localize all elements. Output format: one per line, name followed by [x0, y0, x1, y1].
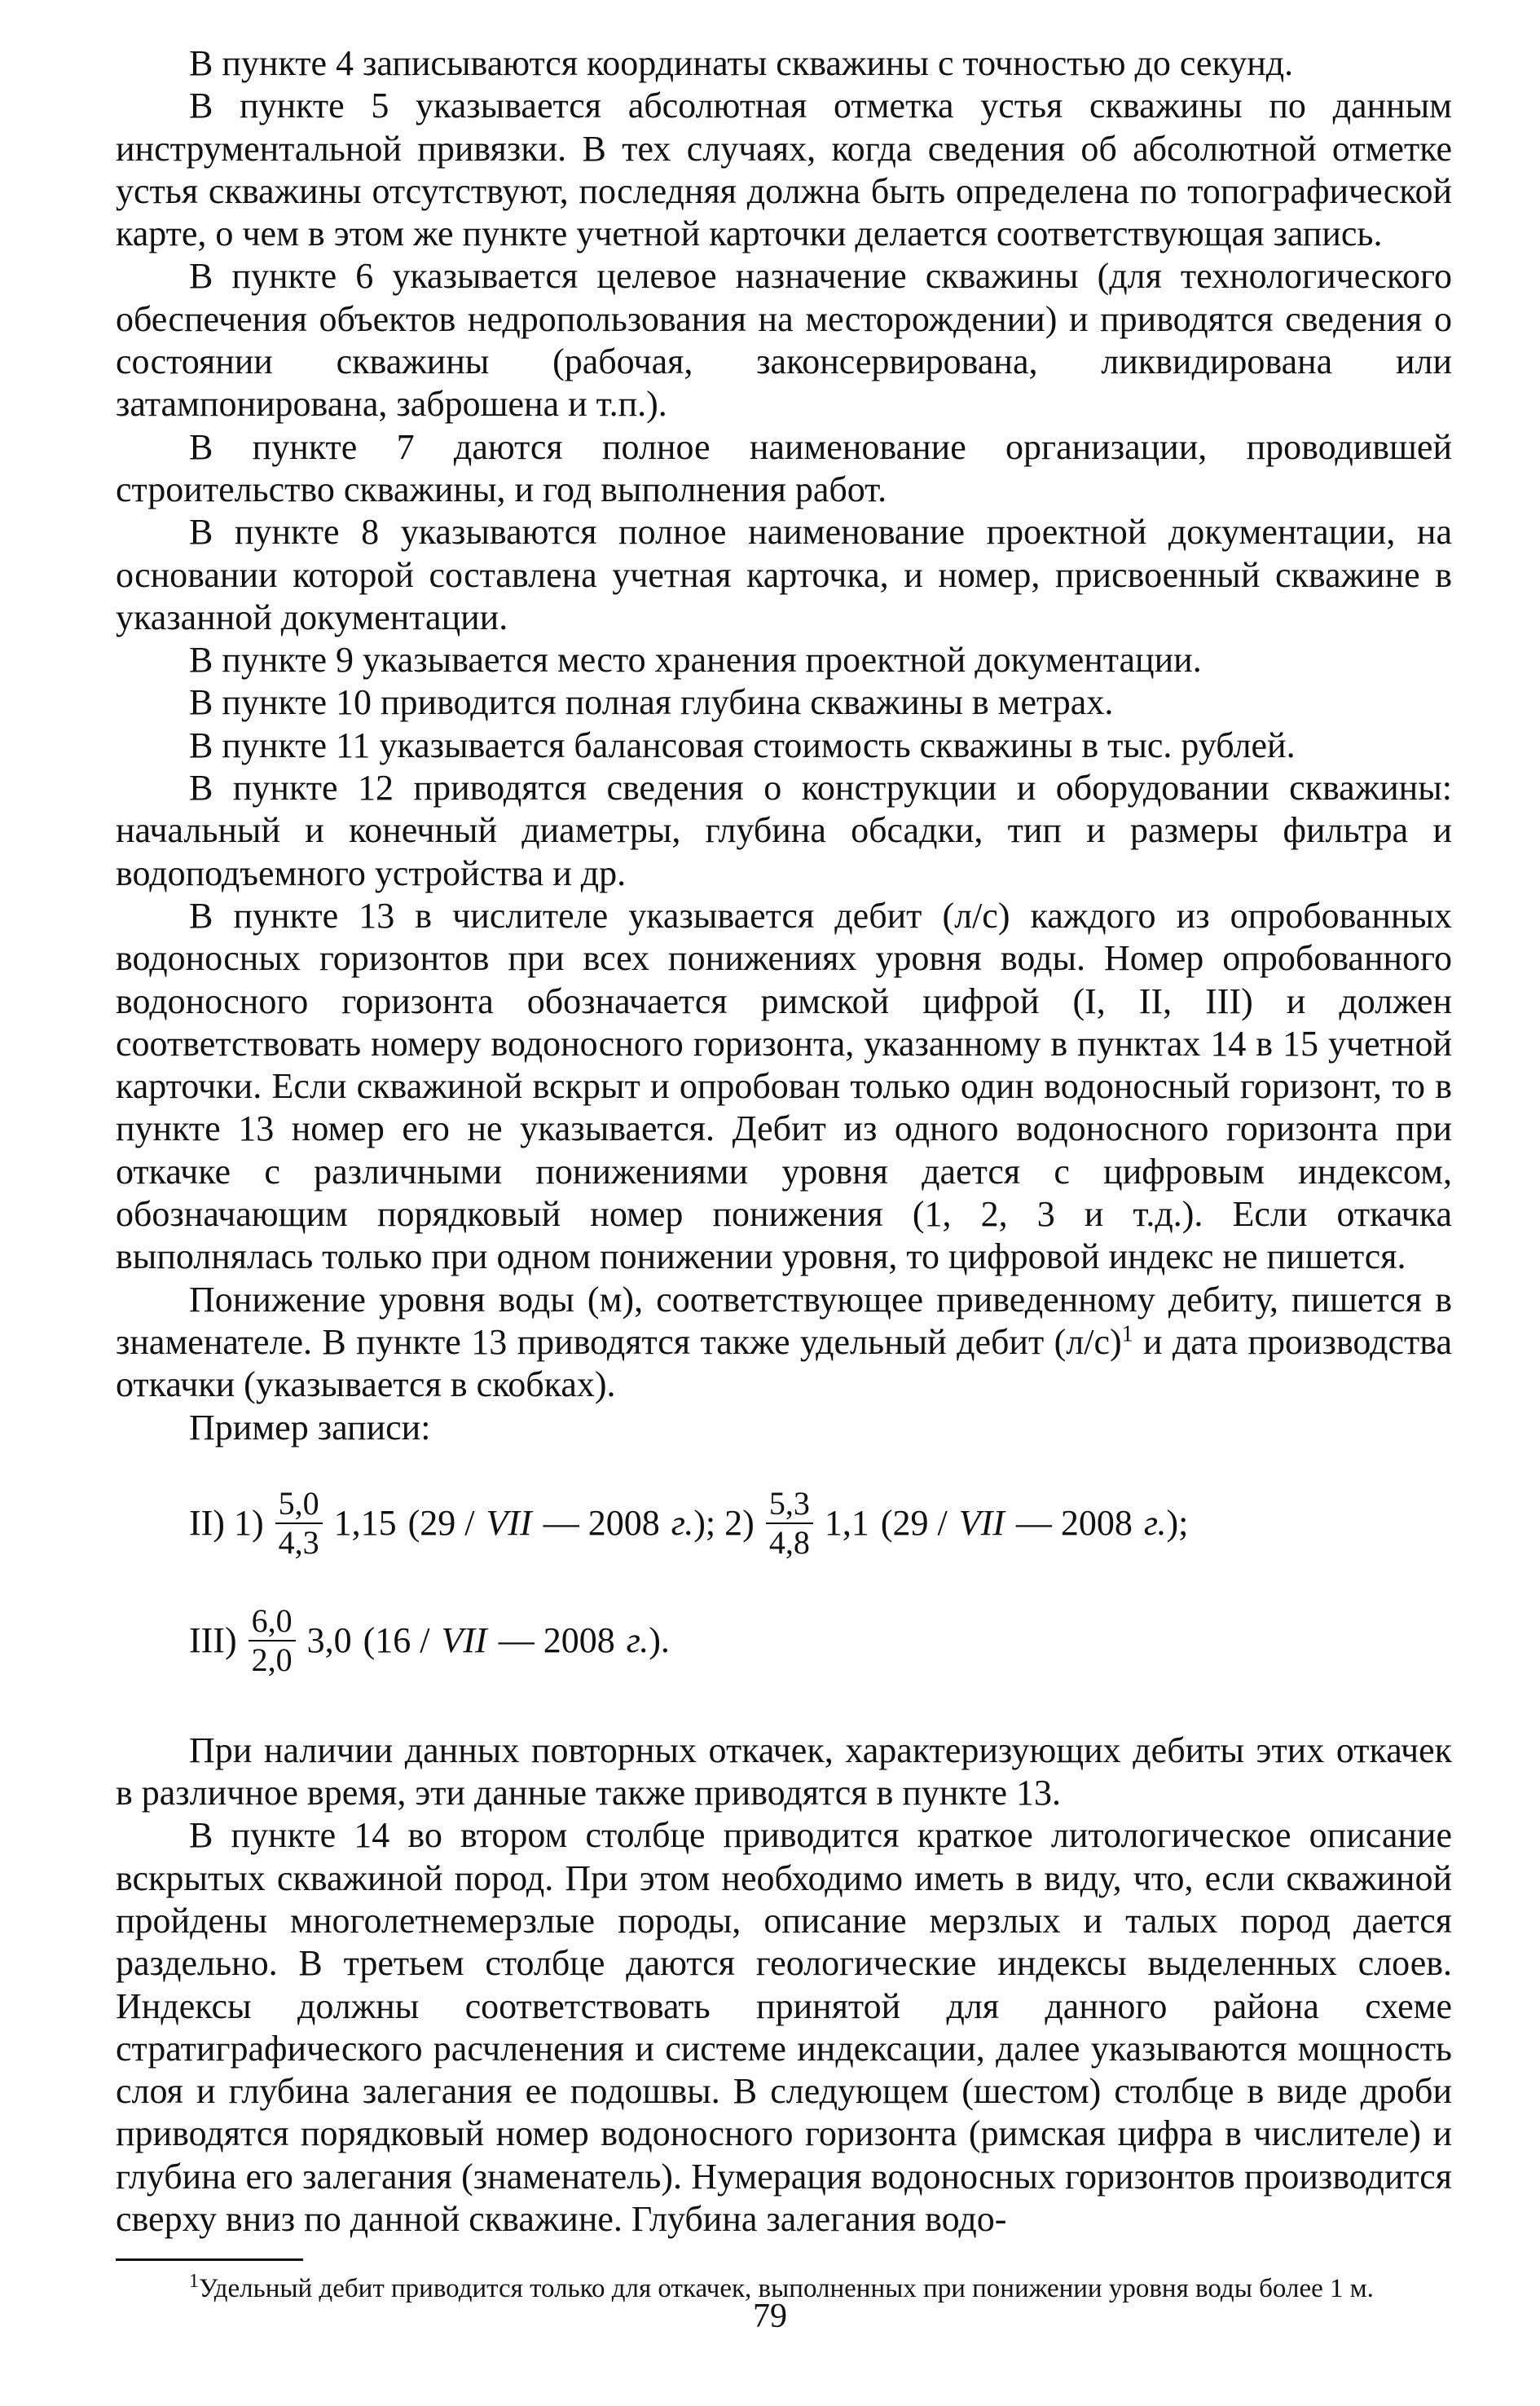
- footnote-text: Удельный дебит приводится только для откачек, выполненных при понижении уровня воды более 1 м.: [199, 2274, 1374, 2304]
- date-year: — 2008: [1015, 1503, 1133, 1544]
- paragraph: В пункте 8 указываются полное наименование проектной документации, на основании которой составлена учетная карточка, и номер, присвоенный скважине в указанной документации.: [116, 512, 1452, 637]
- fraction-numerator: 6,0: [249, 1602, 296, 1641]
- page-content: [116, 42, 1452, 2305]
- footnote-divider: [116, 2258, 303, 2261]
- paragraph: В пункте 7 даются полное наименование организации, проводившей строительство скважины, и год выполнения работ.: [116, 426, 1452, 509]
- date-month: VII: [486, 1503, 532, 1544]
- date-month: VII: [441, 1620, 487, 1661]
- paragraph-text: Понижение уровня воды (м), соответствующее приведенному дебиту, пишется в знаменателе. В пункте 13 приводятся также удельный дебит (л/с): [116, 1279, 1452, 1362]
- paragraph: При наличии данных повторных откачек, характеризующих дебиты этих откачек в различное время, эти данные также приводятся в пункте 13.: [116, 1730, 1452, 1813]
- formula-prefix: III): [189, 1620, 237, 1661]
- fraction: [249, 1602, 296, 1679]
- paragraph: Пример записи:: [189, 1407, 431, 1448]
- paragraph-text: и дата производства откачки (указывается в скобках).: [116, 1321, 1453, 1405]
- date-month: VII: [958, 1503, 1005, 1544]
- formula-end: ).: [649, 1620, 670, 1661]
- paragraph: В пункте 4 записываются координаты скважины с точностью до секунд.: [189, 43, 1294, 83]
- paragraph: В пункте 14 во втором столбце приводится краткое литологическое описание вскрытых скважиной пород. При этом необходимо иметь в виду, что, если скважиной пройдены многолетнемерзлые породы, описание мерзлых и талых пород дается раздельно. В третьем столбце даются геологические индексы выделенных слоев. Индексы должны соответствовать принятой для данного района схеме стратиграфического расчленения и системе индексации, далее указываются мощность слоя и глубина залегания ее подошвы. В следующем (шестом) столбце в виде дроби приводятся порядковый номер водоносного горизонта (римская цифра в числителе) и глубина его залегания (знаменатель). Нумерация водоносных горизонтов производится сверху вниз по данной скважине. Глубина залегания водо-: [116, 1815, 1452, 2240]
- year-suffix: г.: [671, 1503, 694, 1544]
- paragraph-with-footnote-ref: [116, 1279, 1452, 1407]
- fraction-denominator: 2,0: [251, 1641, 293, 1678]
- formula-prefix: II) 1): [189, 1503, 264, 1544]
- fraction-denominator: 4,3: [278, 1523, 319, 1561]
- fraction-numerator: 5,3: [766, 1485, 813, 1524]
- specific-yield: 1,1: [824, 1503, 869, 1544]
- paragraph: В пункте 13 в числителе указывается дебит (л/с) каждого из опробованных водоносных горизонтов при всех понижениях уровня воды. Номер опробованного водоносного горизонта обозначается римской цифрой (I, II, III) и должен соответствовать номеру водоносного горизонта, указанному в пунктах 14 в 15 учетной карточки. Если скважиной вскрыт и опробован только один водоносный горизонт, то в пункте 13 номер его не указывается. Дебит из одного водоносного горизонта при откачке с различными понижениями уровня дается с цифровым индексом, обозначающим порядковый номер понижения (1, 2, 3 и т.д.). Если откачка выполнялась только при одном понижении уровня, то цифровой индекс не пишется.: [116, 895, 1452, 1277]
- formula-example-2: [189, 1596, 1452, 1686]
- formula-example-1: [189, 1478, 1452, 1568]
- year-suffix: г.: [626, 1620, 649, 1661]
- paragraph: В пункте 11 указывается балансовая стоимость скважины в тыс. рублей.: [189, 725, 1296, 765]
- formula-end: );: [1166, 1503, 1189, 1544]
- fraction: [275, 1485, 323, 1562]
- date-open: (29 /: [407, 1503, 475, 1544]
- year-suffix: г.: [1143, 1503, 1167, 1544]
- date-open: (29 /: [880, 1503, 948, 1544]
- paragraph: В пункте 5 указывается абсолютная отметка устья скважины по данным инструментальной привязки. В тех случаях, когда сведения об абсолютной отметке устья скважины отсутствуют, последняя должна быть определена по топографической карте, о чем в этом же пункте учетной карточки делается соответствующая запись.: [116, 86, 1452, 254]
- date-open: (16 /: [363, 1620, 430, 1661]
- paragraph: В пункте 12 приводятся сведения о конструкции и оборудовании скважины: начальный и конечный диаметры, глубина обсадки, тип и размеры фильтра и водоподъемного устройства и др.: [116, 768, 1452, 893]
- specific-yield: 3,0: [306, 1620, 352, 1661]
- paragraph: В пункте 6 указывается целевое назначение скважины (для технологического обеспечения объектов недропользования на месторождении) и приводятся сведения о состоянии скважины (рабочая, законсервирована, ликвидирована или затампонирована, заброшена и т.п.).: [116, 256, 1452, 425]
- fraction-numerator: 5,0: [275, 1485, 323, 1524]
- date-year: — 2008: [543, 1503, 660, 1544]
- footnote-marker: 1: [189, 2271, 199, 2293]
- paragraph: В пункте 10 приводится полная глубина скважины в метрах.: [189, 682, 1114, 723]
- page-number: 79: [753, 2298, 787, 2335]
- footnote-reference: 1: [1121, 1321, 1133, 1347]
- separator: ); 2): [693, 1503, 755, 1544]
- fraction-denominator: 4,8: [768, 1523, 810, 1561]
- date-year: — 2008: [498, 1620, 615, 1661]
- specific-yield: 1,15: [333, 1503, 397, 1544]
- paragraph: В пункте 9 указывается место хранения проектной документации.: [189, 640, 1202, 681]
- fraction: [766, 1485, 813, 1562]
